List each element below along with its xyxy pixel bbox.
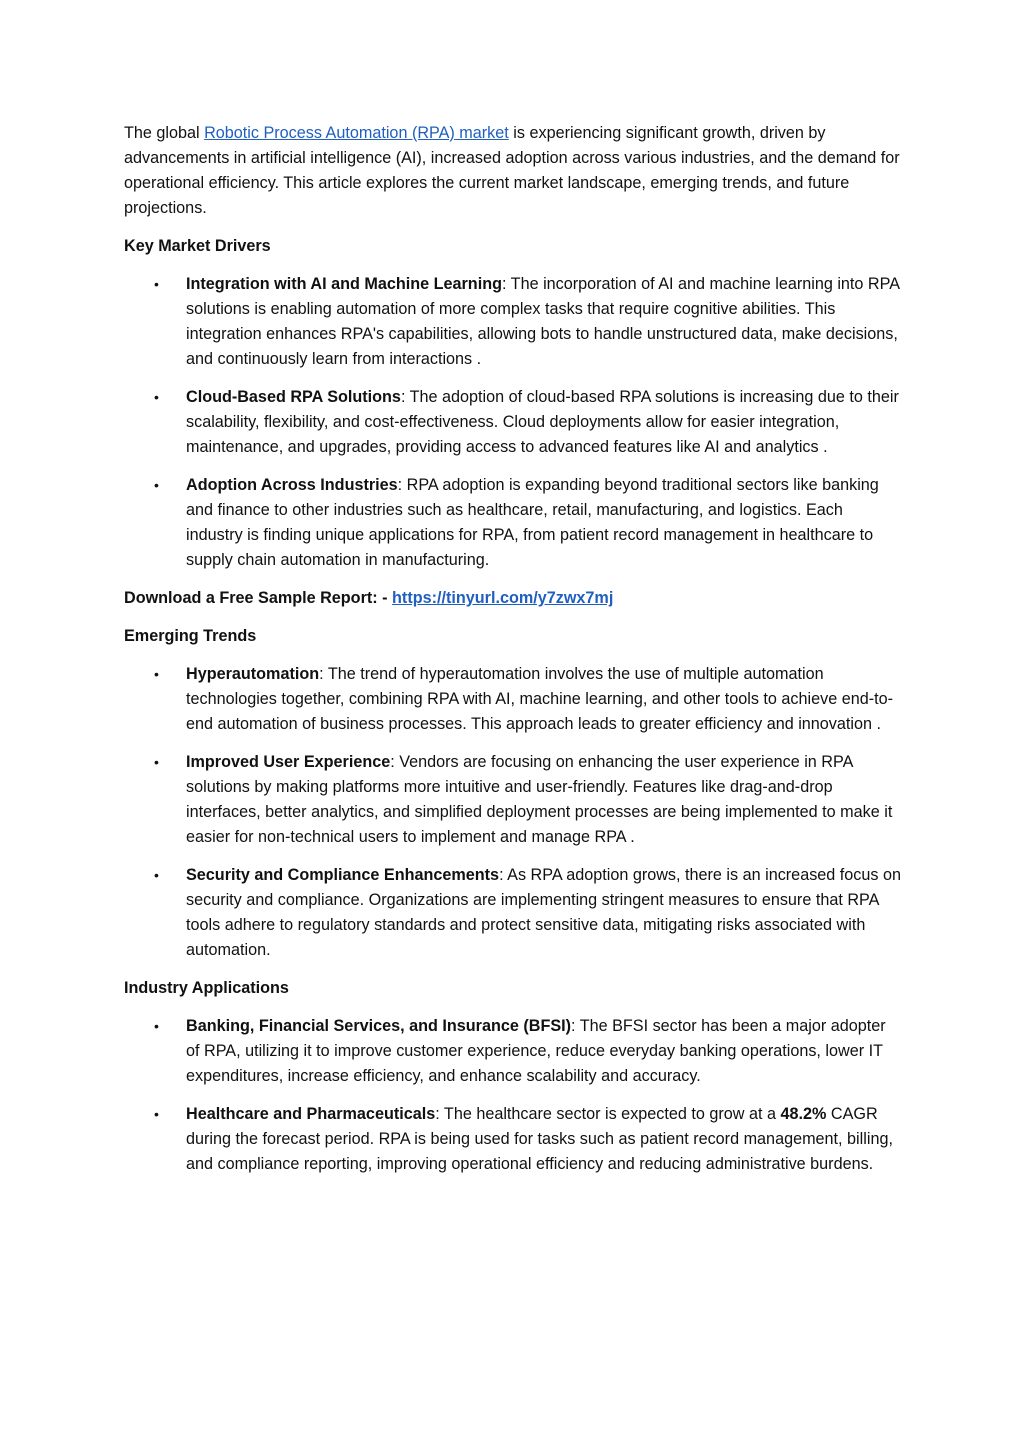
bullet-icon: • xyxy=(154,389,159,405)
download-sample-line xyxy=(124,586,903,611)
item-text-after: CAGR during the forecast period. RPA is being used for tasks such as patient record management, billing, and compliance reporting, improving operational efficiency and reducing administrative burdens. xyxy=(186,1105,893,1173)
download-label: Download a Free Sample Report: - xyxy=(124,589,393,607)
intro-text-after: is experiencing significant growth, driven by advancements in artificial intelligence (AI), increased adoption across various industries, and the demand for operational efficiency. This article explores the current market landscape, emerging trends, and future projections. xyxy=(124,124,900,217)
list-item xyxy=(124,272,903,372)
bullet-icon: • xyxy=(154,477,159,493)
item-text-before: : The healthcare sector is expected to grow at a xyxy=(435,1105,781,1123)
item-text: : The adoption of cloud-based RPA solutions is increasing due to their scalability, flexibility, and cost-effectiveness. Cloud deployments allow for easier integration, maintenance, and upgrades, providing access to advanced features like AI and analytics . xyxy=(186,388,899,456)
item-term: Improved User Experience xyxy=(186,753,391,771)
industry-applications-heading: Industry Applications xyxy=(124,979,289,997)
list-item xyxy=(124,662,903,737)
item-term: Adoption Across Industries xyxy=(186,476,398,494)
list-item xyxy=(124,473,903,573)
cagr-value: 48.2% xyxy=(780,1105,827,1123)
item-term: Cloud-Based RPA Solutions xyxy=(186,388,401,406)
drivers-list xyxy=(124,272,903,573)
list-item xyxy=(124,385,903,460)
bullet-icon: • xyxy=(154,276,159,292)
item-term: Healthcare and Pharmaceuticals xyxy=(186,1105,436,1123)
list-item xyxy=(124,1102,903,1177)
list-item xyxy=(124,750,903,850)
trends-list xyxy=(124,662,903,963)
applications-list xyxy=(124,1014,903,1177)
key-market-drivers-heading: Key Market Drivers xyxy=(124,237,271,255)
bullet-icon: • xyxy=(154,867,159,883)
item-text: : The incorporation of AI and machine learning into RPA solutions is enabling automation of more complex tasks that require cognitive abilities. This integration enhances RPA's capabilities, allowing bots to handle unstructured data, make decisions, and continuously learn from interactions . xyxy=(186,275,900,368)
item-term: Integration with AI and Machine Learning xyxy=(186,275,502,293)
bullet-icon: • xyxy=(154,1018,159,1034)
item-text: : The trend of hyperautomation involves the use of multiple automation technologies together, combining RPA with AI, machine learning, and other tools to achieve end-to-end automation of business processes. This approach leads to greater efficiency and innovation . xyxy=(186,665,893,733)
item-text: : The BFSI sector has been a major adopter of RPA, utilizing it to improve customer experience, reduce everyday banking operations, lower IT expenditures, increase efficiency, and enhance scalability and accuracy. xyxy=(186,1017,886,1085)
item-text: : RPA adoption is expanding beyond traditional sectors like banking and finance to other industries such as healthcare, retail, manufacturing, and logistics. Each industry is finding unique applications for RPA, from patient record management in healthcare to supply chain automation in manufacturing. xyxy=(186,476,879,569)
item-term: Hyperautomation xyxy=(186,665,320,683)
item-term: Banking, Financial Services, and Insurance (BFSI) xyxy=(186,1017,572,1035)
bullet-icon: • xyxy=(154,666,159,682)
list-item xyxy=(124,863,903,963)
list-item xyxy=(124,1014,903,1089)
sample-report-link[interactable]: https://tinyurl.com/y7zwx7mj xyxy=(392,589,614,607)
emerging-trends-heading: Emerging Trends xyxy=(124,627,257,645)
rpa-market-link[interactable]: Robotic Process Automation (RPA) market xyxy=(204,124,509,142)
bullet-icon: • xyxy=(154,1106,159,1122)
bullet-icon: • xyxy=(154,754,159,770)
item-text: : Vendors are focusing on enhancing the user experience in RPA solutions by making platforms more intuitive and user-friendly. Features like drag-and-drop interfaces, better analytics, and simplified deployment processes are being implemented to make it easier for non-technical users to implement and manage RPA . xyxy=(186,753,893,846)
intro-text-before: The global xyxy=(124,124,205,142)
item-term: Security and Compliance Enhancements xyxy=(186,866,500,884)
item-text: : As RPA adoption grows, there is an increased focus on security and compliance. Organizations are implementing stringent measures to ensure that RPA tools adhere to regulatory standards and protect sensitive data, mitigating risks associated with automation. xyxy=(186,866,901,959)
intro-paragraph xyxy=(124,121,903,221)
